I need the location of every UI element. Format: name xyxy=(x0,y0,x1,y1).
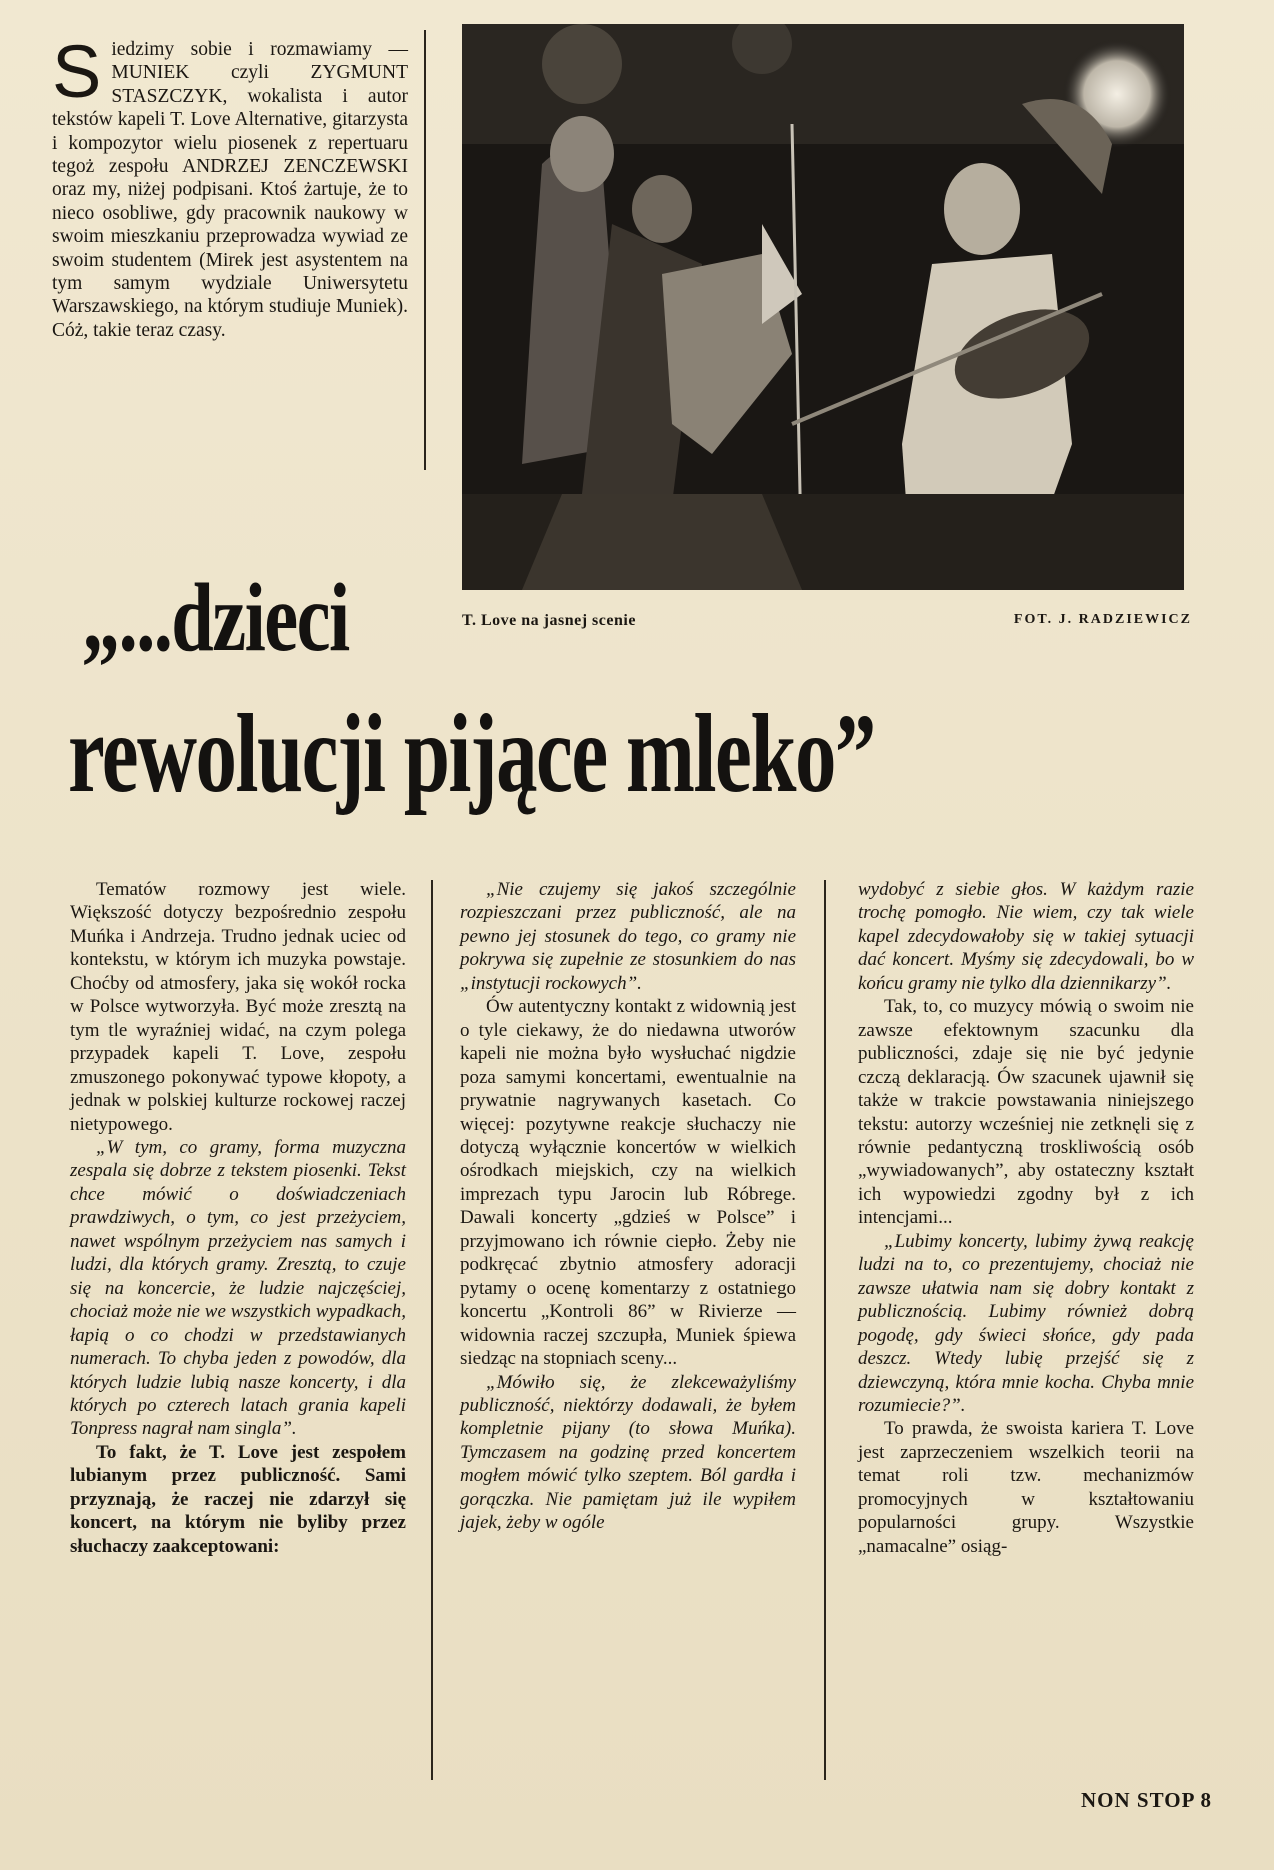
column-divider xyxy=(824,880,826,1780)
paragraph: Ów autentyczny kontakt z widownią jest o tyle ciekawy, że do niedawna utworów kapeli nie można było wysłuchać nigdzie poza samymi koncertami, ewentualnie na prywatnie nagrywanych kasetach. Co więcej: pozytywne reakcje słuchaczy nie dotyczą wyłącznie koncertów w wielkich ośrodkach miejskich, czy na wielkich imprezach typu Jarocin lub Róbrege. Dawali koncerty „gdzieś w Polsce” i przyjmowano ich równie ciepło. Żeby nie podkręcać zbytnio atmosfery adoracji pytamy o ocenę komentarzy z ostatniego koncertu „Kontroli 86” w Rivierze — widownia raczej szczupła, Muniek śpiewa siedząc na stopniach sceny... xyxy=(460,996,796,1370)
page-footer: NON STOP 8 xyxy=(1081,1788,1212,1812)
quote-paragraph: „Mówiło się, że zlekceważyliśmy publiczność, niektórzy dodawali, że byłem kompletnie pijany (to słowa Muńka). Tymczasem na godzinę przed koncertem mogłem mówić tylko szeptem. Ból gardła i gorączka. Nie pamiętam już ile wypiłem jajek, żeby w ogóle xyxy=(460,1371,796,1534)
paragraph: Tak, to, co muzycy mówią o swoim nie zawsze efektownym szacunku dla publiczności, zdaje się nie być jedynie czczą deklaracją. Ów szacunek ujawnił się także w trakcie powstawania niniejszego tekstu: autorzy wcześniej nie zetknęli się z równie pedantyczną troskliwością osób „wywiadowanych”, aby ostateczny kształt ich wypowiedzi zgodny był z ich intencjami... xyxy=(858,996,1194,1229)
headline-line-2: rewolucji pijące mleko” xyxy=(68,692,875,816)
intro-text: iedzimy sobie i rozmawiamy — MUNIEK czyli ZYGMUNT STASZCZYK, wokalista i autor tekstów kapeli T. Love Alternative, gitarzysta i kompozytor wielu piosenek z repertuaru tegoż zespołu ANDRZEJ ZENCZEWSKI oraz my, niżej podpisani. Ktoś żartuje, że to nieco osobliwe, gdy pracownik naukowy w swoim mieszkaniu przeprowadza wywiad ze swoim studentem (Mirek jest asystentem na tym samym wydziale Uniwersytetu Warszawskiego, na którym studiuje Muniek). Cóż, takie teraz czasy. xyxy=(52,39,408,341)
photo-caption: T. Love na jasnej scenie xyxy=(462,612,636,629)
photo-credit: FOT. J. RADZIEWICZ xyxy=(1013,612,1192,627)
quote-paragraph: „W tym, co gramy, forma muzyczna zespala się dobrze z tekstem piosenki. Tekst chce mówić o doświadczeniach prawdziwych, o tym, co jest przeżyciem, nawet wspólnym przeżyciem nas samych i ludzi, dla których gramy. Zresztą, to czuje się na koncercie, że ludzie najczęściej, chociaż może nie we wszystkich wypadkach, łapią o co chodzi w przedstawianych numerach. To chyba jeden z powodów, dla których ludzie lubią nasze koncerty, i dla których po czterech latach grania kapeli Tonpress nagrał nam singla”. xyxy=(70,1136,406,1440)
quote-paragraph: „Lubimy koncerty, lubimy żywą reakcję ludzi na to, co prezentujemy, chociaż nie zawsze ułatwia nam się dobry kontakt z publicznością. Lubimy również dobrą pogodę, gdy świeci słońce, gdy pada deszcz. Wtedy lubię przejść się z dziewczyną, która mnie kocha. Chyba mnie rozumiecie?”. xyxy=(858,1230,1194,1416)
quote-paragraph: „Nie czujemy się jakoś szczególnie rozpieszczani przez publiczność, ale na pewno jej stosunek do tego, co gramy nie pokrywa się zupełnie ze stosunkiem do nas „instytucji rockowych”. xyxy=(460,879,796,994)
paragraph: Tematów rozmowy jest wiele. Większość dotyczy bezpośrednio zespołu Muńka i Andrzeja. Trudno jednak uciec od kontekstu, w którym ich muzyka powstaje. Choćby od atmosfery, jaka się wokół rocka w Polsce wytworzyła. Być może zresztą na tym tle wyraźniej widać, na czym polega przypadek kapeli T. Love, zespołu zmuszonego pokonywać typowe kłopoty, a jednak w polskiej kulturze rockowej raczej nietypowego. xyxy=(70,879,406,1135)
band-photo xyxy=(462,24,1184,590)
headline-line-1: „...dzieci xyxy=(82,564,349,672)
intro-divider xyxy=(424,30,426,470)
drop-cap: S xyxy=(52,30,102,113)
body-column-2 xyxy=(460,878,796,1535)
intro-paragraph xyxy=(52,30,408,342)
body-column-1 xyxy=(70,878,406,1558)
paragraph: To prawda, że swoista kariera T. Love jest zaprzeczeniem wszelkich teorii na temat roli tzw. mechanizmów promocyjnych w kształtowaniu popularności grupy. Wszystkie „namacalne” osiąg- xyxy=(858,1418,1194,1557)
quote-paragraph: wydobyć z siebie głos. W każdym razie trochę pomogło. Nie wiem, czy tak wiele kapel zdecydowałoby się w takiej sytuacji dać koncert. Myśmy się zdecydowali, bo w końcu gramy nie tylko dla dziennikarzy”. xyxy=(858,879,1194,994)
body-column-3 xyxy=(858,878,1194,1558)
column-divider xyxy=(431,880,433,1780)
paragraph: To fakt, że T. Love jest zespołem lubianym przez publiczność. Sami przyznają, że raczej nie zdarzył się koncert, na którym nie byliby przez słuchaczy zaakceptowani: xyxy=(70,1441,406,1557)
